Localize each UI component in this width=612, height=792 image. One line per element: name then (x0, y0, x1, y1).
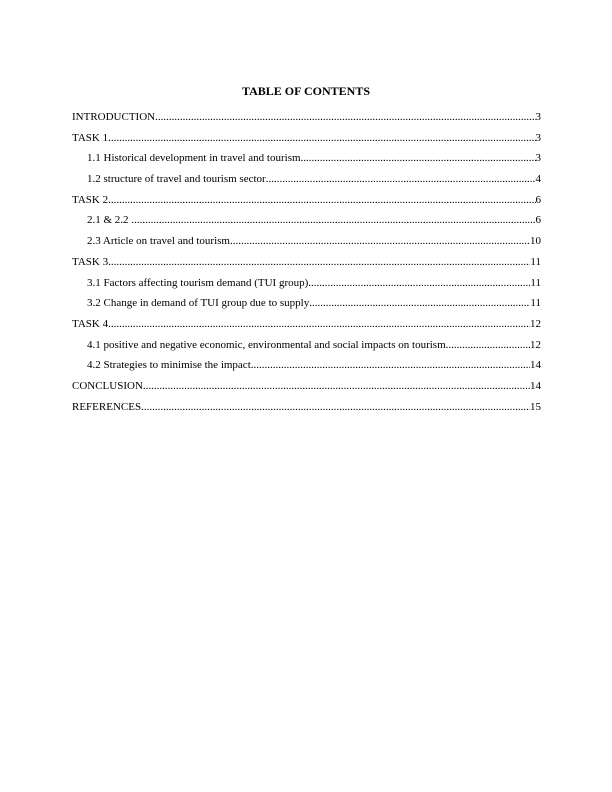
toc-entry-task-1[interactable] (72, 131, 541, 152)
toc-entry-page: 6 (535, 214, 541, 227)
toc-list (72, 110, 541, 420)
toc-entry-introduction[interactable] (72, 110, 541, 131)
toc-entry-page: 3 (535, 152, 541, 165)
toc-entry-task-4[interactable] (72, 317, 541, 338)
toc-dot-leader (266, 172, 536, 186)
toc-entry-label: 3.2 Change in demand of TUI group due to supply (87, 297, 310, 310)
toc-dot-leader (309, 296, 530, 310)
toc-entry-conclusion[interactable] (72, 379, 541, 400)
toc-entry-page: 6 (535, 193, 541, 206)
toc-entry-label: CONCLUSION (72, 379, 143, 392)
toc-dot-leader (230, 234, 530, 248)
toc-entry-label: INTRODUCTION (72, 111, 156, 123)
toc-entry-label: TASK 2 (72, 193, 109, 206)
toc-entry-references[interactable] (72, 400, 541, 421)
toc-dot-leader (108, 255, 530, 269)
toc-entry-page: 14 (530, 379, 541, 392)
toc-entry-2-3[interactable] (72, 234, 541, 255)
toc-dot-leader (143, 379, 530, 393)
toc-dot-leader (108, 193, 535, 207)
toc-entry-3-1[interactable] (72, 276, 541, 297)
toc-entry-2-1-2-2[interactable] (72, 213, 541, 234)
toc-title: TABLE OF CONTENTS (241, 84, 371, 98)
toc-entry-label: 1.2 structure of travel and tourism sector (87, 173, 266, 186)
toc-entry-page: 15 (530, 400, 541, 413)
toc-entry-label: 2.3 Article on travel and tourism (87, 235, 230, 248)
toc-entry-label: 3.1 Factors affecting tourism demand (TUI group) (87, 276, 309, 289)
toc-dot-leader (308, 276, 530, 290)
toc-entry-4-2[interactable] (72, 358, 541, 379)
toc-entry-task-2[interactable] (72, 193, 541, 214)
toc-entry-label: 4.2 Strategies to minimise the impact (87, 359, 251, 372)
toc-dot-leader (108, 317, 530, 331)
toc-entry-page: 12 (530, 317, 541, 330)
toc-dot-leader (108, 131, 535, 145)
toc-dot-leader (301, 151, 536, 165)
toc-entry-label: 2.1 & 2.2 (87, 214, 132, 227)
toc-entry-3-2[interactable] (72, 296, 541, 317)
toc-entry-page: 11 (530, 297, 541, 310)
toc-entry-4-1[interactable] (72, 338, 541, 359)
toc-entry-1-2[interactable] (72, 172, 541, 193)
toc-entry-label: REFERENCES (72, 400, 142, 413)
toc-entry-page: 12 (530, 338, 541, 351)
toc-dot-leader (155, 110, 535, 124)
toc-entry-page: 3 (535, 111, 541, 123)
toc-entry-label: TASK 4 (72, 317, 109, 330)
toc-entry-task-3[interactable] (72, 255, 541, 276)
toc-dot-leader (446, 338, 530, 352)
toc-entry-label: TASK 1 (72, 131, 109, 144)
toc-dot-leader (131, 213, 535, 227)
toc-entry-page: 10 (530, 235, 541, 248)
toc-entry-label: 1.1 Historical development in travel and tourism (87, 152, 301, 165)
toc-dot-leader (141, 400, 530, 414)
toc-entry-page: 14 (530, 359, 541, 372)
toc-entry-label: 4.1 positive and negative economic, environmental and social impacts on tourism (87, 338, 446, 351)
toc-entry-1-1[interactable] (72, 151, 541, 172)
toc-entry-page: 11 (530, 255, 541, 268)
toc-entry-page: 4 (535, 173, 541, 186)
toc-entry-page: 3 (535, 131, 541, 144)
toc-dot-leader (251, 358, 530, 372)
toc-entry-label: TASK 3 (72, 255, 109, 268)
toc-entry-page: 11 (530, 276, 541, 289)
